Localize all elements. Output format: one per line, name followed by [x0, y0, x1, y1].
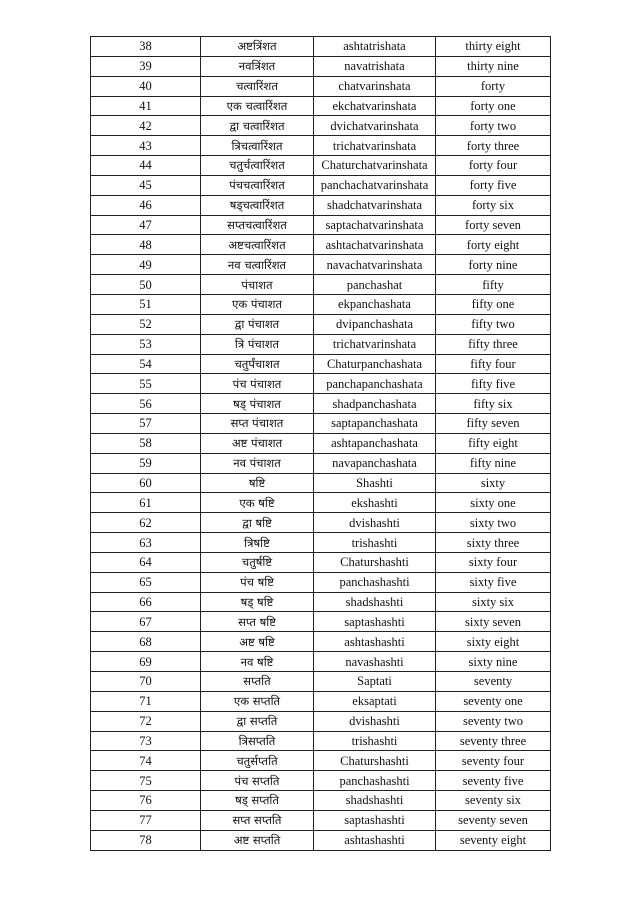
number-cell: 66 [91, 592, 201, 612]
transliteration-cell: saptashashti [314, 612, 436, 632]
table-row [91, 493, 551, 513]
transliteration-cell: panchashat [314, 275, 436, 295]
sanskrit-devanagari-cell: पंच सप्तति [201, 771, 314, 791]
sanskrit-devanagari-cell: सप्त पंचाशत [201, 414, 314, 434]
english-cell: forty five [436, 175, 551, 195]
sanskrit-devanagari-cell: अष्ट पंचाशत [201, 433, 314, 453]
english-cell: seventy four [436, 751, 551, 771]
table-row [91, 275, 551, 295]
table-row [91, 374, 551, 394]
sanskrit-devanagari-cell: एक सप्तति [201, 691, 314, 711]
sanskrit-devanagari-cell: चतुर्पंचाशत [201, 354, 314, 374]
table-row [91, 314, 551, 334]
number-names-table [90, 36, 551, 851]
number-cell: 62 [91, 513, 201, 533]
transliteration-cell: trichatvarinshata [314, 334, 436, 354]
sanskrit-devanagari-cell: एक षष्टि [201, 493, 314, 513]
transliteration-cell: Chaturshashti [314, 552, 436, 572]
english-cell: seventy seven [436, 810, 551, 830]
sanskrit-devanagari-cell: षड्चत्वारिंशत [201, 195, 314, 215]
english-cell: sixty three [436, 533, 551, 553]
table-row [91, 810, 551, 830]
english-cell: forty one [436, 96, 551, 116]
table-row [91, 195, 551, 215]
table-row [91, 354, 551, 374]
english-cell: seventy three [436, 731, 551, 751]
english-cell: sixty one [436, 493, 551, 513]
table-row [91, 592, 551, 612]
transliteration-cell: ekpanchashata [314, 294, 436, 314]
transliteration-cell: dvipanchashata [314, 314, 436, 334]
table-row [91, 830, 551, 850]
english-cell: forty six [436, 195, 551, 215]
english-cell: seventy eight [436, 830, 551, 850]
table-row [91, 76, 551, 96]
number-cell: 46 [91, 195, 201, 215]
number-cell: 55 [91, 374, 201, 394]
transliteration-cell: dvishashti [314, 513, 436, 533]
table-row [91, 513, 551, 533]
transliteration-cell: panchashashti [314, 572, 436, 592]
table-row [91, 731, 551, 751]
transliteration-cell: panchapanchashata [314, 374, 436, 394]
transliteration-cell: navatrishata [314, 56, 436, 76]
english-cell: fifty three [436, 334, 551, 354]
english-cell: forty [436, 76, 551, 96]
table-row [91, 394, 551, 414]
table-row [91, 294, 551, 314]
english-cell: fifty two [436, 314, 551, 334]
transliteration-cell: ekchatvarinshata [314, 96, 436, 116]
table-row [91, 235, 551, 255]
sanskrit-devanagari-cell: त्रि पंचाशत [201, 334, 314, 354]
transliteration-cell: panchachatvarinshata [314, 175, 436, 195]
english-cell: seventy two [436, 711, 551, 731]
sanskrit-devanagari-cell: अष्टत्रिंशत [201, 37, 314, 57]
table-row [91, 691, 551, 711]
sanskrit-devanagari-cell: द्वा सप्तति [201, 711, 314, 731]
sanskrit-devanagari-cell: चतुर्षष्टि [201, 552, 314, 572]
table-row [91, 96, 551, 116]
number-cell: 63 [91, 533, 201, 553]
english-cell: forty four [436, 156, 551, 176]
english-cell: seventy six [436, 791, 551, 811]
table-row [91, 255, 551, 275]
sanskrit-devanagari-cell: षष्टि [201, 473, 314, 493]
number-cell: 67 [91, 612, 201, 632]
sanskrit-devanagari-cell: अष्ट सप्तति [201, 830, 314, 850]
english-cell: forty nine [436, 255, 551, 275]
transliteration-cell: Saptati [314, 672, 436, 692]
table-row [91, 215, 551, 235]
transliteration-cell: trishashti [314, 731, 436, 751]
english-cell: thirty eight [436, 37, 551, 57]
sanskrit-devanagari-cell: एक चत्वारिंशत [201, 96, 314, 116]
transliteration-cell: eksaptati [314, 691, 436, 711]
transliteration-cell: saptapanchashata [314, 414, 436, 434]
english-cell: fifty four [436, 354, 551, 374]
transliteration-cell: ashtashashti [314, 830, 436, 850]
number-cell: 64 [91, 552, 201, 572]
sanskrit-devanagari-cell: चतुर्चत्वारिंशत [201, 156, 314, 176]
table-body [91, 37, 551, 851]
table-row [91, 433, 551, 453]
sanskrit-devanagari-cell: त्रिषष्टि [201, 533, 314, 553]
english-cell: seventy [436, 672, 551, 692]
table-row [91, 612, 551, 632]
english-cell: sixty two [436, 513, 551, 533]
table-row [91, 136, 551, 156]
english-cell: sixty four [436, 552, 551, 572]
transliteration-cell: Shashti [314, 473, 436, 493]
sanskrit-devanagari-cell: षड् षष्टि [201, 592, 314, 612]
transliteration-cell: shadpanchashata [314, 394, 436, 414]
sanskrit-devanagari-cell: नवत्रिंशत [201, 56, 314, 76]
number-cell: 38 [91, 37, 201, 57]
number-cell: 77 [91, 810, 201, 830]
english-cell: seventy one [436, 691, 551, 711]
transliteration-cell: saptachatvarinshata [314, 215, 436, 235]
number-cell: 73 [91, 731, 201, 751]
english-cell: fifty five [436, 374, 551, 394]
number-cell: 75 [91, 771, 201, 791]
english-cell: sixty eight [436, 632, 551, 652]
number-cell: 51 [91, 294, 201, 314]
transliteration-cell: ashtachatvarinshata [314, 235, 436, 255]
table-row [91, 632, 551, 652]
transliteration-cell: saptashashti [314, 810, 436, 830]
transliteration-cell: navashashti [314, 652, 436, 672]
table-row [91, 414, 551, 434]
transliteration-cell: ekshashti [314, 493, 436, 513]
table-row [91, 652, 551, 672]
sanskrit-devanagari-cell: सप्त षष्टि [201, 612, 314, 632]
transliteration-cell: trichatvarinshata [314, 136, 436, 156]
sanskrit-devanagari-cell: पंच पंचाशत [201, 374, 314, 394]
number-cell: 41 [91, 96, 201, 116]
sanskrit-devanagari-cell: त्रिसप्तति [201, 731, 314, 751]
number-cell: 58 [91, 433, 201, 453]
table-row [91, 175, 551, 195]
sanskrit-devanagari-cell: नव चत्वारिंशत [201, 255, 314, 275]
transliteration-cell: navapanchashata [314, 453, 436, 473]
table-row [91, 751, 551, 771]
sanskrit-devanagari-cell: अष्टचत्वारिंशत [201, 235, 314, 255]
number-cell: 69 [91, 652, 201, 672]
number-cell: 39 [91, 56, 201, 76]
sanskrit-devanagari-cell: एक पंचाशत [201, 294, 314, 314]
table-row [91, 116, 551, 136]
number-cell: 43 [91, 136, 201, 156]
table-row [91, 473, 551, 493]
number-cell: 71 [91, 691, 201, 711]
transliteration-cell: panchashashti [314, 771, 436, 791]
sanskrit-devanagari-cell: सप्तति [201, 672, 314, 692]
sanskrit-devanagari-cell: पंचाशत [201, 275, 314, 295]
number-cell: 56 [91, 394, 201, 414]
transliteration-cell: dvichatvarinshata [314, 116, 436, 136]
table-row [91, 533, 551, 553]
number-cell: 50 [91, 275, 201, 295]
transliteration-cell: ashtatrishata [314, 37, 436, 57]
english-cell: fifty one [436, 294, 551, 314]
transliteration-cell: Chaturshashti [314, 751, 436, 771]
transliteration-cell: trishashti [314, 533, 436, 553]
number-cell: 45 [91, 175, 201, 195]
transliteration-cell: shadchatvarinshata [314, 195, 436, 215]
sanskrit-devanagari-cell: पंच षष्टि [201, 572, 314, 592]
sanskrit-devanagari-cell: चतुर्सप्तति [201, 751, 314, 771]
number-cell: 49 [91, 255, 201, 275]
table-row [91, 453, 551, 473]
transliteration-cell: Chaturchatvarinshata [314, 156, 436, 176]
number-cell: 78 [91, 830, 201, 850]
sanskrit-devanagari-cell: अष्ट षष्टि [201, 632, 314, 652]
sanskrit-devanagari-cell: षड् सप्तति [201, 791, 314, 811]
sanskrit-devanagari-cell: सप्तचत्वारिंशत [201, 215, 314, 235]
number-cell: 42 [91, 116, 201, 136]
english-cell: sixty six [436, 592, 551, 612]
english-cell: fifty eight [436, 433, 551, 453]
number-cell: 70 [91, 672, 201, 692]
transliteration-cell: shadshashti [314, 592, 436, 612]
transliteration-cell: Chaturpanchashata [314, 354, 436, 374]
number-cell: 40 [91, 76, 201, 96]
sanskrit-devanagari-cell: सप्त सप्तति [201, 810, 314, 830]
english-cell: forty seven [436, 215, 551, 235]
number-cell: 60 [91, 473, 201, 493]
english-cell: fifty six [436, 394, 551, 414]
number-cell: 76 [91, 791, 201, 811]
transliteration-cell: dvishashti [314, 711, 436, 731]
english-cell: sixty seven [436, 612, 551, 632]
english-cell: fifty [436, 275, 551, 295]
number-cell: 48 [91, 235, 201, 255]
table-row [91, 156, 551, 176]
table-row [91, 672, 551, 692]
table-row [91, 552, 551, 572]
transliteration-cell: ashtapanchashata [314, 433, 436, 453]
english-cell: sixty five [436, 572, 551, 592]
table-row [91, 791, 551, 811]
table-row [91, 56, 551, 76]
sanskrit-devanagari-cell: द्वा षष्टि [201, 513, 314, 533]
transliteration-cell: ashtashashti [314, 632, 436, 652]
english-cell: forty eight [436, 235, 551, 255]
sanskrit-devanagari-cell: चत्वारिंशत [201, 76, 314, 96]
table-row [91, 37, 551, 57]
number-cell: 54 [91, 354, 201, 374]
number-cell: 65 [91, 572, 201, 592]
sanskrit-devanagari-cell: त्रिचत्वारिंशत [201, 136, 314, 156]
english-cell: forty three [436, 136, 551, 156]
table-row [91, 711, 551, 731]
english-cell: thirty nine [436, 56, 551, 76]
number-cell: 52 [91, 314, 201, 334]
number-cell: 61 [91, 493, 201, 513]
number-cell: 68 [91, 632, 201, 652]
number-cell: 72 [91, 711, 201, 731]
sanskrit-devanagari-cell: द्वा चत्वारिंशत [201, 116, 314, 136]
english-cell: fifty nine [436, 453, 551, 473]
sanskrit-devanagari-cell: षड् पंचाशत [201, 394, 314, 414]
sanskrit-devanagari-cell: पंचचत्वारिंशत [201, 175, 314, 195]
sanskrit-devanagari-cell: द्वा पंचाशत [201, 314, 314, 334]
transliteration-cell: shadshashti [314, 791, 436, 811]
sanskrit-devanagari-cell: नव षष्टि [201, 652, 314, 672]
sanskrit-devanagari-cell: नव पंचाशत [201, 453, 314, 473]
table-row [91, 334, 551, 354]
number-cell: 57 [91, 414, 201, 434]
number-cell: 74 [91, 751, 201, 771]
number-cell: 47 [91, 215, 201, 235]
table-row [91, 572, 551, 592]
number-cell: 59 [91, 453, 201, 473]
english-cell: forty two [436, 116, 551, 136]
number-cell: 53 [91, 334, 201, 354]
english-cell: fifty seven [436, 414, 551, 434]
english-cell: seventy five [436, 771, 551, 791]
english-cell: sixty [436, 473, 551, 493]
transliteration-cell: navachatvarinshata [314, 255, 436, 275]
table-row [91, 771, 551, 791]
number-cell: 44 [91, 156, 201, 176]
transliteration-cell: chatvarinshata [314, 76, 436, 96]
english-cell: sixty nine [436, 652, 551, 672]
